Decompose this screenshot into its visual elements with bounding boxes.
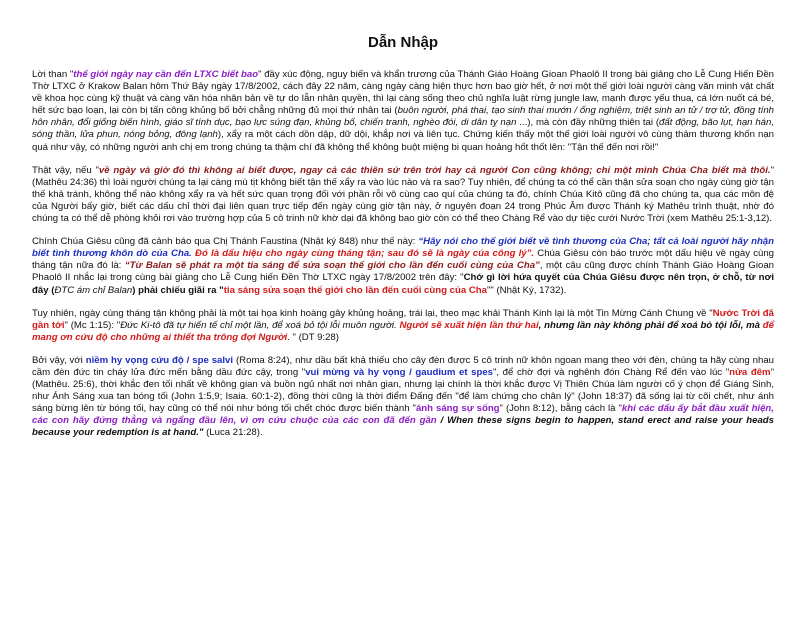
paragraph-5 <box>32 355 774 440</box>
text: " (Mc 1:15): " <box>64 319 121 331</box>
text: ", để chờ đợi và nghênh đón Chàng Rể đến vào lúc " <box>493 366 730 378</box>
bold-text: Chớ gì lời hứa quyết của Chúa Giêsu được nên trọn, ở chỗ, từ nơi đây ( <box>32 272 774 296</box>
paragraph-4 <box>32 308 774 344</box>
quote-highlight: “Hãy nói cho thế giới biết về tình thương của Cha; tất cả loài người hãy nhận biết tình thương khôn dò của Cha. <box>32 236 775 260</box>
quote-highlight: ánh sáng sự sống <box>415 403 500 415</box>
text: " (Mathêu 24:36) thì loài người chúng ta lại càng mù tịt không biết tận thế xẩy ra vào lúc nào và ra sao? Tuy nhiên, để chúng ta có thể cần thận sửa soạn cho ngày cùng giờ tận thế khả tránh, không thể nào không xẩy ra và hết sức quan trọng đối với phần rỗi vô cùng cao quí của chúng ta đó, chính Chúa Kitô cũng đã cho chúng ta, qua các môn đệ của Người bấy giờ, biết các dấu chỉ thời đại liên quan trực tiếp đến ngày cùng giờ tận này, ở nguyên đoạn 24 trong Phúc Âm được Thánh ký Mathêu trình thuật, nhờ đó chúng ta có thể dễ phòng khỏi rơi vào trường hợp của 5 cô trinh nữ khờ dại đã không bao giờ còn có thể theo Chàng Rể vào dự tiệc cưới Nước Trời (xem Mathêu 25:1-3,12). <box>32 164 774 225</box>
quote-highlight: “Từ Balan sẽ phát ra một tia sáng để sửa soạn thế giới cho lần đến cuối cùng của Cha” <box>124 260 540 272</box>
quote-highlight: khi các dấu ấy bắt đầu xuất hiện, các con hãy đứng thẳng và ngẩng đầu lên, vì ơn cứu chuộc của các con đã đến gần <box>32 403 774 427</box>
quote-highlight: Nước Trời đã gần tới <box>32 307 775 331</box>
bold-text: ) phải chiếu giãi ra " <box>132 284 224 296</box>
text: Thật vậy, nếu " <box>32 164 99 176</box>
text: (Roma 8:24), như dầu bất khả thiếu cho cây đèn được 5 cô trinh nữ khôn ngoan mang theo với đèn, chúng ta hãy cùng nhau cầm đèn đức tin cháy lửa đức mến bằng dầu đức cậy, trong " <box>32 354 774 378</box>
quote-highlight: để mang ơn cứu độ cho những ai thiết tha trông đợi Người <box>32 319 774 343</box>
text: " đầy xúc động, nguy biến và khẩn trương của Thánh Giáo Hoàng Gioan Phaolô II trong bài giảng cho Lễ Cung Hiến Đền Thờ LTXC ở Krakow Balan hôm Thứ Bảy ngày 17/8/2002, cách đây 22 năm, càng ngày càng hiện thực hơn bao giờ hết, ở nơi một thế giới loài người càng văn minh vật chất về khoa học cùng kỹ thuật và càng văn hóa nhân bản về tự do lẫn nhân quyền, thì lại càng sống theo chủ nghĩa luật rừng jungle law, mạnh được yếu thua, cá lớn nuốt cá bé, hết sức bạo loạn, lại còn bị tấn công khủng bố bởi chẳng những đủ mọi thứ nhân tai ( <box>32 69 775 117</box>
quote-highlight: tia sáng sửa soạn thế giới cho lần đến cuối cùng của Cha <box>223 284 487 296</box>
text: ...), mà còn đầy những thiên tai ( <box>516 117 660 129</box>
italic-list: buôn người, phá thai, tạo sinh thai mướn / ống nghiệm, triệt sinh an tử / trợ tử, đồng tính hôn nhân, đổi giống biến hình, giáo sĩ tính dục, bạo lực súng đạn, khủng bố, chiến tranh, nghèo đói, di dân tỵ nạn <box>32 105 774 129</box>
paragraph-2 <box>32 165 774 225</box>
paragraph-3 <box>32 236 774 296</box>
text: " (John 8:12), bằng cách là " <box>499 403 622 415</box>
quote-highlight: niềm hy vọng cứu độ / spe salvi <box>85 354 234 366</box>
text: (Luca 21:28). <box>203 427 263 439</box>
text: . " (DT 9:28) <box>287 331 339 343</box>
italic-text: ĐTC ám chỉ Balan <box>54 284 133 296</box>
text: ), xẩy ra một cách dồn dập, dữ dội, khắp nơi và liên tục. Chứng kiến thấy một thế giới loài người vô cùng thảm thương khốn nạn quá như vậy, có những người anh chị em trong chúng ta thậm chí đã không thể không buột miệng bi quan hoảng hốt thốt lên: "Tận thế đến nơi rồi!" <box>32 129 774 153</box>
text: Lời than " <box>32 69 74 80</box>
text: " (Mathêu. 25:6), thời khắc đen tối nhất về không gian và buồn ngủ nhất nơi nhân gian, nhưng lại chính là thời khắc được Vị Thiên Chúa làm người cố ý chọn để Giáng Sinh, như Ánh Sáng xua tan bóng tối (John 1:5,9; Isaia. 60:1-2), đồng thời cũng là thời điểm Đấng đến "để làm chứng cho chân lý" (John 18:37) đã sống lại từ cõi chết, như ánh sáng bừng lên từ bóng tối, hay cũng có thể nói như bóng tối chết chóc được biến thành " <box>32 366 774 415</box>
text: Chúa Giêsu còn báo trước một dấu hiệu về ngày cùng tháng tận nữa đó là: <box>32 248 774 272</box>
paragraph-1 <box>32 69 774 154</box>
quote-highlight: thế giới ngày nay cần đến LTXC biết bao <box>73 69 259 80</box>
quote-highlight: Người sẽ xuất hiện lần thứ hai <box>396 319 539 331</box>
italic-text: Đức Ki-tô đã tự hiến tế chỉ một lần, để xoá bỏ tội lỗi muôn người. <box>120 319 397 331</box>
english-quote: / When these signs begin to happen, stand erect and raise your heads because your redemption is at hand." <box>32 415 774 439</box>
bold-italic-text: , nhưng lần này không phải để xoá bỏ tội lỗi, mà <box>538 319 763 331</box>
page-title: Dẫn Nhập <box>367 34 438 51</box>
text: "" (Nhật Ký, 1732). <box>486 284 567 296</box>
quote-highlight: nửa đêm <box>729 366 771 378</box>
quote-highlight: Đó là dấu hiệu cho ngày cùng tháng tận; sau đó sẽ là ngày của công lý”. <box>191 248 535 260</box>
text: Tuy nhiên, ngày cùng tháng tận không phải là một tai họa kinh hoàng gây khủng hoảng, trái lại, theo mạc khải Thánh Kinh lại là một Tin Mừng Cánh Chung về " <box>32 307 713 319</box>
quote-highlight: về ngày và giờ đó thì không ai biết được, ngay cả các thiên sứ trên trời hay cả người Con cũng không; chỉ một mình Chúa Cha biết mà thôi. <box>98 164 771 176</box>
text: , một câu cũng được chính Thánh Giáo Hoàng Gioan Phaolô II nhắc lại trong cùng bài giảng cho Lễ Cung hiến Đền Thờ LTXC ngày 17/8/2002 trên đây: " <box>32 260 774 284</box>
text: Chính Chúa Giêsu cũng đã cảnh báo qua Chị Thánh Faustina (Nhật ký 848) như thế này: <box>32 236 419 248</box>
quote-highlight: vui mừng và hy vọng / gaudium et spes <box>305 366 493 378</box>
text: Bởi vậy, với <box>32 354 86 366</box>
italic-list: đất động, bão lụt, hạn hán, sóng thần, lửa phun, nóng bỏng, đông lạnh <box>32 117 774 141</box>
